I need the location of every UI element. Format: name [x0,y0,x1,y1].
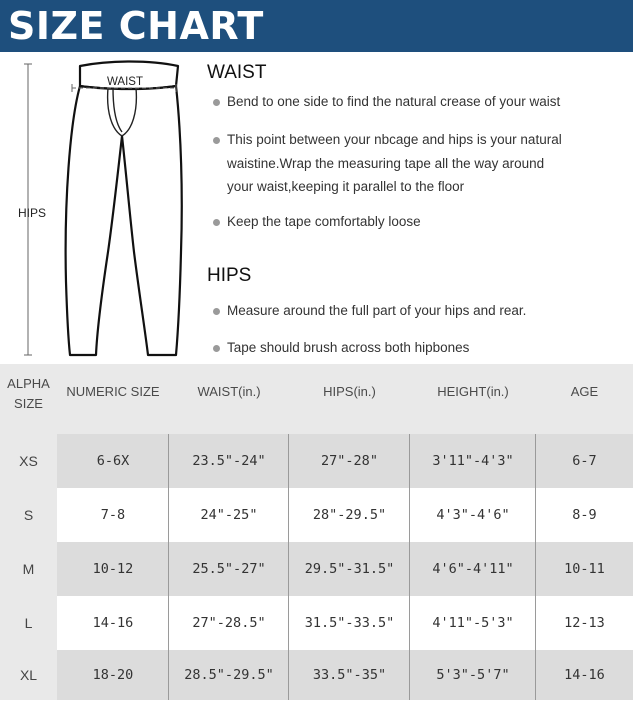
numeric-size-cell: 18-20 [92,667,134,683]
bullet-dot-icon [213,137,220,144]
table-row [0,434,633,488]
banner [0,0,633,52]
header-waist: WAIST(in.) [197,384,261,399]
waist-cell: 28.5"-29.5" [184,667,274,683]
bullet-dot-icon [213,345,220,352]
height-cell: 4'11"-5'3" [432,615,514,631]
header-hips: HIPS(in.) [323,384,376,399]
age-cell: 12-13 [564,615,605,631]
height-cell: 3'11"-4'3" [432,453,514,469]
alpha-size: L [24,615,33,631]
height-cell: 4'3"-4'6" [436,507,510,523]
numeric-size-cell: 6-6X [96,453,130,469]
column-divider [168,434,169,700]
age-cell: 10-11 [564,561,605,577]
alpha-size: S [23,507,34,523]
bullet-dot-icon [213,219,220,226]
hips-cell: 28"-29.5" [312,507,387,523]
header-age: AGE [570,384,599,399]
height-cell: 5'3"-5'7" [436,667,510,683]
waist-heading: WAIST [207,62,267,83]
hips-label: HIPS [18,206,47,220]
header-alpha-size: ALPHA SIZE [7,376,50,411]
header-height: HEIGHT(in.) [437,384,509,399]
numeric-size-cell: 14-16 [92,615,134,631]
size-table [0,364,633,700]
waist-label: WAIST [107,76,143,88]
hips-cell: 31.5"-33.5" [304,615,395,631]
table-row [0,596,633,650]
age-cell: 6-7 [572,453,597,469]
column-divider [535,434,536,700]
bullet-dot-icon [213,99,220,106]
waist-cell: 23.5"-24" [192,453,266,469]
hips-heading: HIPS [207,265,252,286]
numeric-size-cell: 7-8 [100,507,126,523]
leggings-outline [66,62,182,356]
table-row [0,488,633,542]
alpha-size: XS [19,453,38,469]
table-row [0,650,633,704]
age-cell: 14-16 [564,667,605,683]
alpha-size: M [22,561,35,577]
hips-cell: 33.5"-35" [312,667,387,683]
table-row [0,542,633,596]
hips-cell: 29.5"-31.5" [304,561,395,577]
age-cell: 8-9 [572,507,597,523]
column-divider [288,434,289,700]
page-title: SIZE CHART [8,4,264,48]
header-numeric-size: NUMERIC SIZE [66,384,160,399]
bullet-dot-icon [213,308,220,315]
height-cell: 4'6"-4'11" [432,561,514,577]
column-divider [409,434,410,700]
waist-cell: 27"-28.5" [192,615,266,631]
waist-cell: 25.5"-27" [192,561,266,577]
hips-cell: 27"-28" [321,453,378,469]
numeric-size-cell: 10-12 [92,561,134,577]
waist-cell: 24"-25" [200,507,258,523]
alpha-size: XL [19,667,38,683]
